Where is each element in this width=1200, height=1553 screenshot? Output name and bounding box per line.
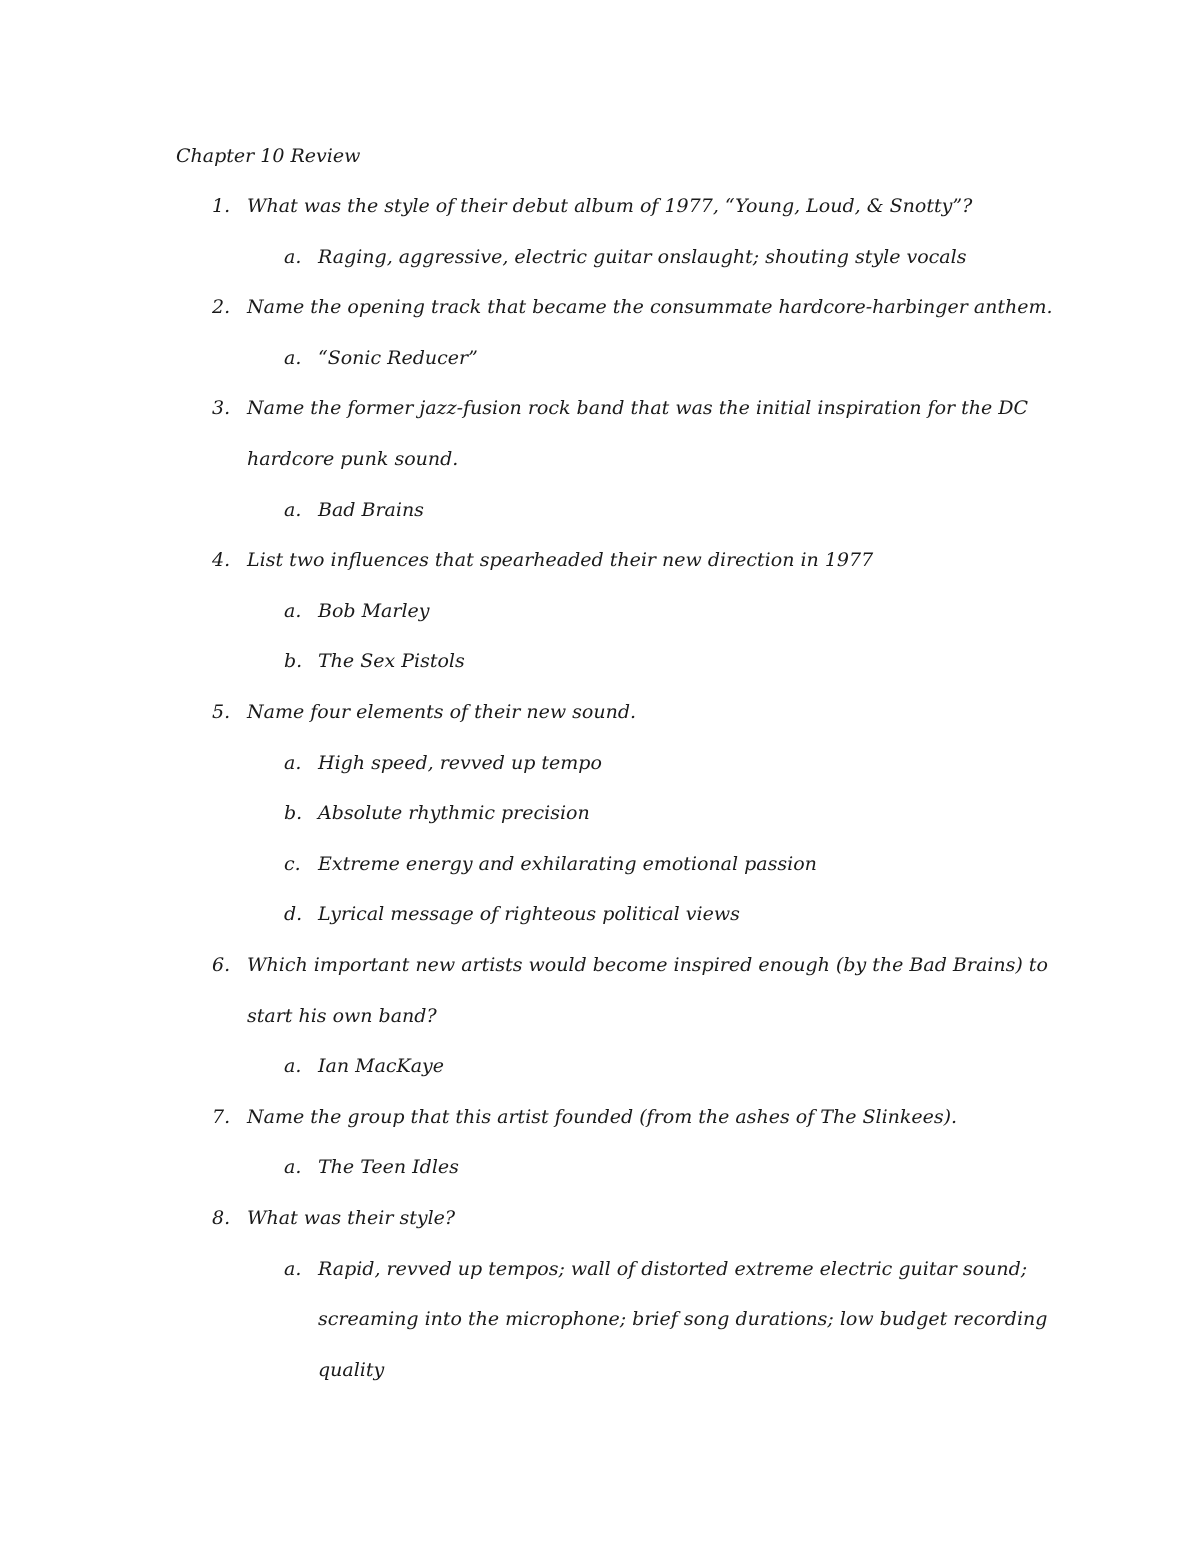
answer-text: The Sex Pistols [318,650,465,672]
answer-text: Rapid, revved up tempos; wall of distorted extreme electric guitar sound; [318,1258,1028,1280]
answer-letter: b. [284,802,303,824]
answer-text: Extreme energy and exhilarating emotional passion [318,853,817,875]
question-text: Which important new artists would become inspired enough (by the Bad Brains) to [247,954,1048,976]
answer-text: Absolute rhythmic precision [318,802,590,824]
question-number: 8. [212,1207,231,1229]
answer-text: High speed, revved up tempo [318,752,602,774]
answer-letter: c. [284,853,301,875]
answer-letter: b. [284,650,303,672]
question-number: 1. [212,195,231,217]
page-title: Chapter 10 Review [176,145,361,167]
question-number: 3. [212,397,231,419]
question-text: Name the group that this artist founded (from the ashes of The Slinkees). [247,1106,958,1128]
answer-text: Bad Brains [318,499,424,521]
answer-letter: a. [284,246,302,268]
answer-letter: a. [284,1055,302,1077]
question-text: What was the style of their debut album of 1977, “Young, Loud, & Snotty”? [247,195,973,217]
question-number: 2. [212,296,231,318]
answer-text: screaming into the microphone; brief song durations; low budget recording [318,1308,1048,1330]
question-text: start his own band? [247,1005,437,1027]
answer-letter: a. [284,347,302,369]
answer-text: Raging, aggressive, electric guitar onslaught; shouting style vocals [318,246,967,268]
answer-letter: a. [284,600,302,622]
answer-letter: a. [284,752,302,774]
question-text: Name four elements of their new sound. [247,701,637,723]
answer-letter: d. [284,903,303,925]
question-text: What was their style? [247,1207,456,1229]
answer-text: “Sonic Reducer” [318,347,478,369]
answer-text: Lyrical message of righteous political views [318,903,740,925]
question-number: 7. [212,1106,231,1128]
answer-text: The Teen Idles [318,1156,459,1178]
answer-text: Bob Marley [318,600,430,622]
answer-letter: a. [284,1156,302,1178]
question-text: Name the former jazz-fusion rock band that was the initial inspiration for the DC [247,397,1029,419]
question-text: Name the opening track that became the consummate hardcore-harbinger anthem. [247,296,1053,318]
answer-text: Ian MacKaye [318,1055,445,1077]
question-number: 6. [212,954,231,976]
question-number: 4. [212,549,231,571]
answer-letter: a. [284,499,302,521]
question-text: List two influences that spearheaded their new direction in 1977 [247,549,874,571]
answer-text: quality [318,1359,385,1381]
question-number: 5. [212,701,231,723]
question-text: hardcore punk sound. [247,448,459,470]
answer-letter: a. [284,1258,302,1280]
